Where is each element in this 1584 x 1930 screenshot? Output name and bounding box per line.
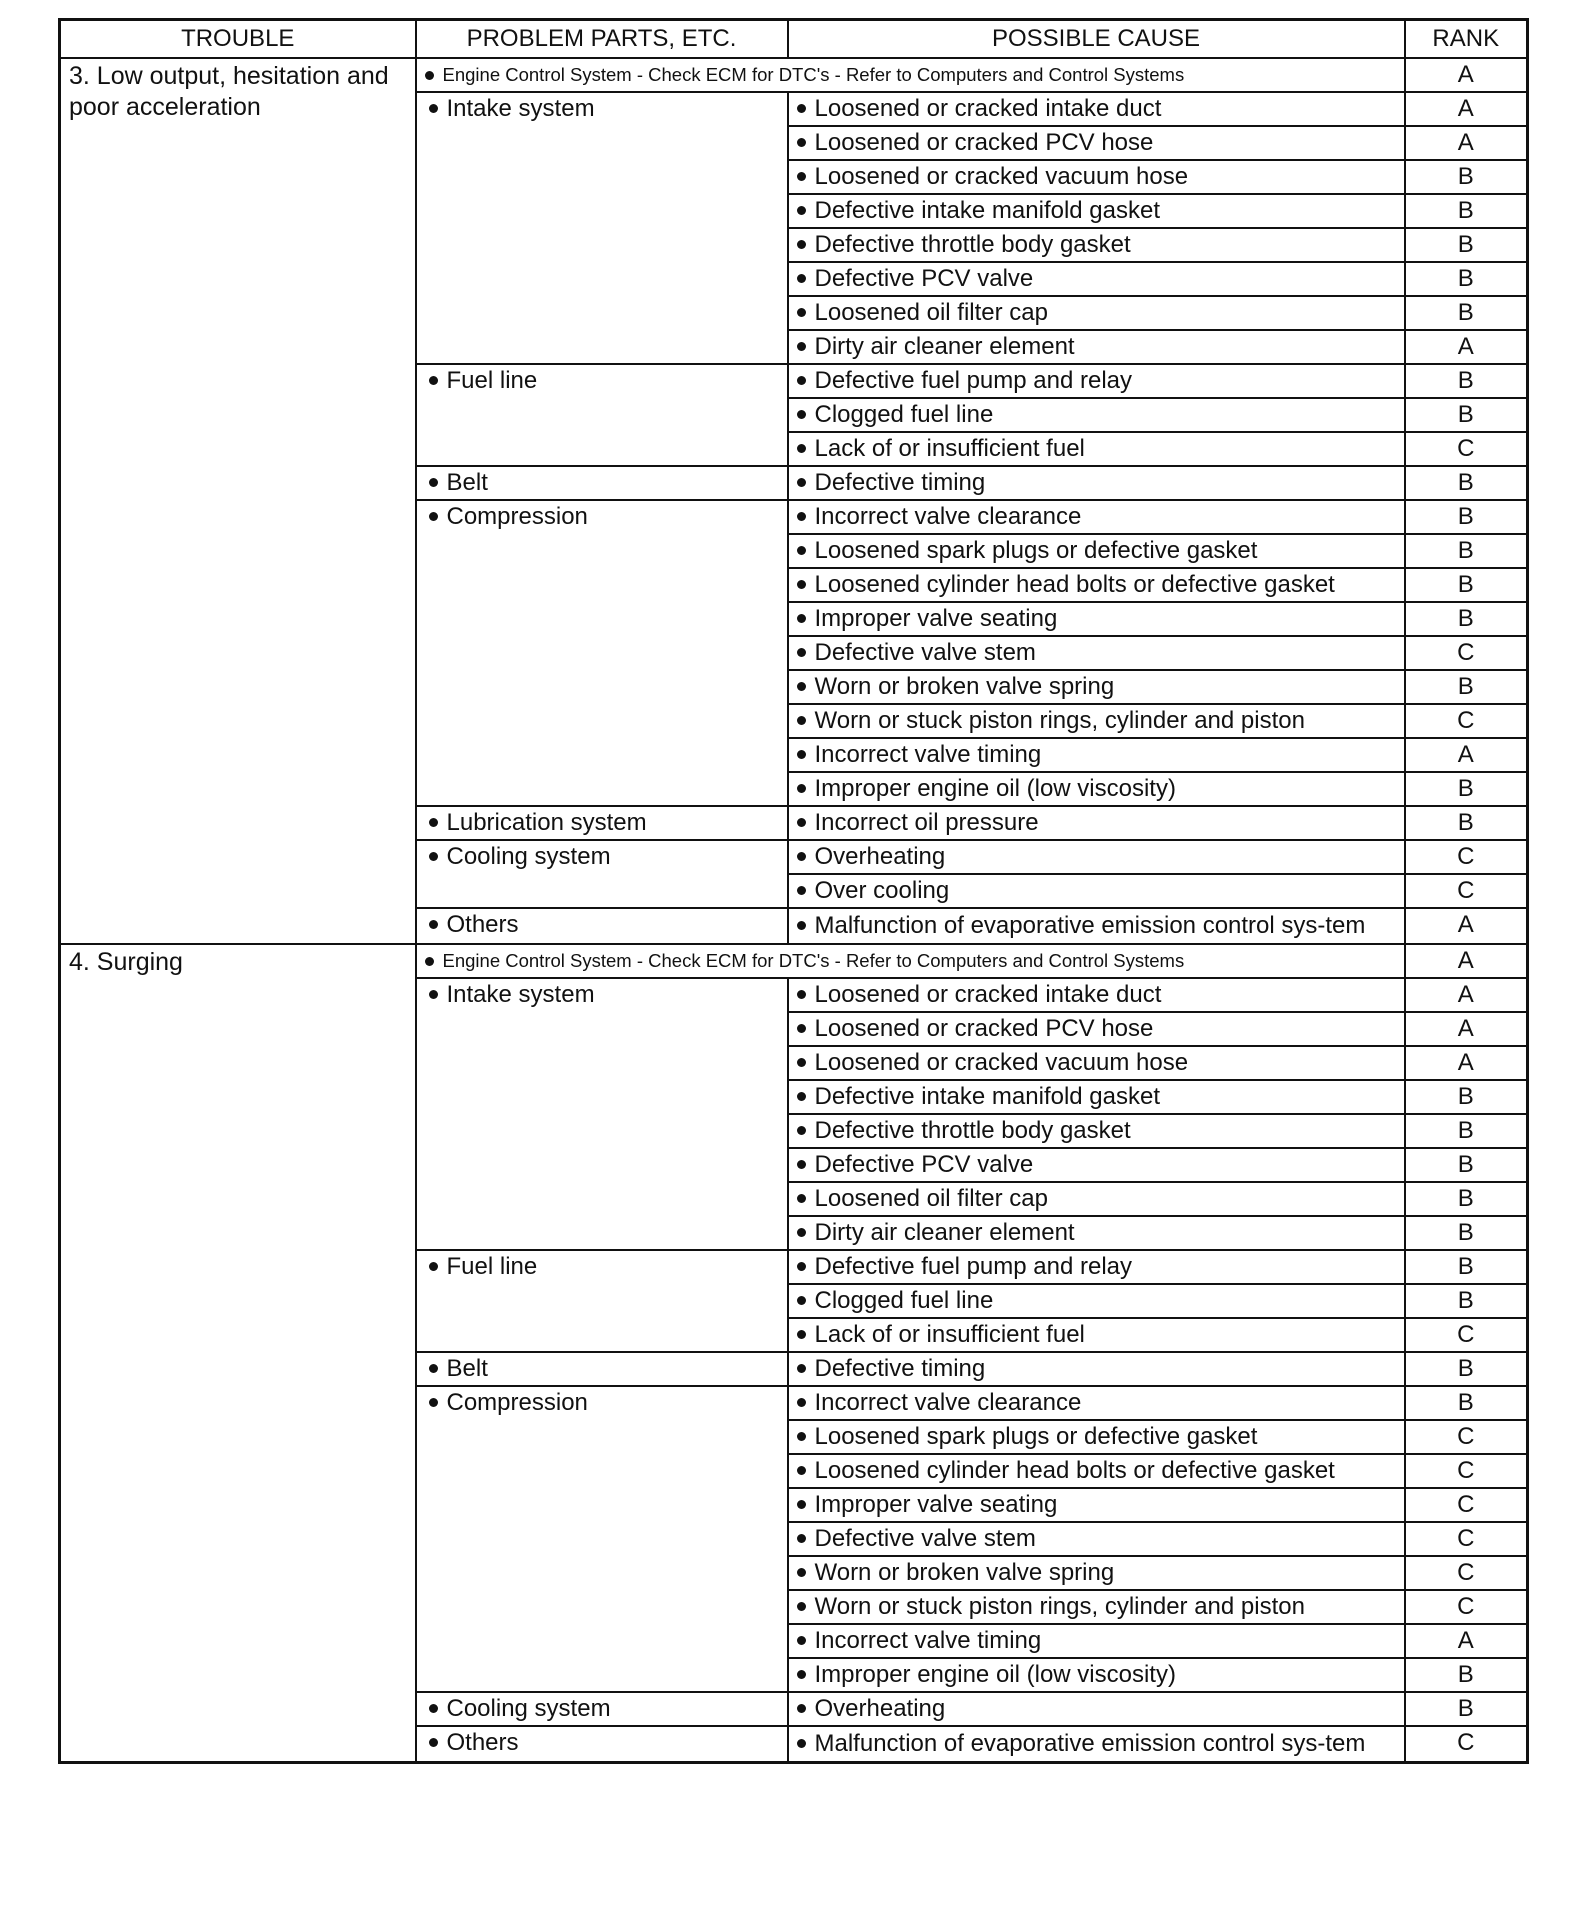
possible-cause-cell [788,398,1405,432]
possible-cause-cell [788,568,1405,602]
problem-part-label: Cooling system [446,843,611,870]
possible-cause-text: Lack of or insufficient fuel [814,1321,1085,1348]
header-rank: RANK [1405,20,1528,59]
possible-cause-text: Improper valve seating [814,1491,1058,1518]
possible-cause-text: Lack of or insufficient fuel [814,435,1085,462]
rank-cell: B [1405,1148,1528,1182]
bullet-icon [797,308,806,317]
problem-part-label: Others [446,911,519,938]
bullet-icon [797,206,806,215]
possible-cause-text: Incorrect valve timing [814,1627,1042,1654]
problem-part-cell [416,840,788,908]
problem-part-cell [416,806,788,840]
problem-part-cell [416,466,788,500]
possible-cause-cell [788,364,1405,398]
possible-cause-cell [788,738,1405,772]
bullet-icon [797,1126,806,1135]
bullet-icon [429,1262,438,1271]
bullet-icon [797,580,806,589]
table-header [60,20,1528,59]
possible-cause-text: Loosened oil filter cap [814,1185,1048,1212]
possible-cause-text: Loosened spark plugs or defective gasket [814,1423,1258,1450]
rank-cell: C [1405,1454,1528,1488]
problem-part-cell [416,1352,788,1386]
rank-cell: B [1405,1216,1528,1250]
ecm-check-cell [416,58,1405,92]
rank-cell: B [1405,194,1528,228]
bullet-icon [797,512,806,521]
possible-cause-text: Defective throttle body gasket [814,231,1131,258]
bullet-icon [797,342,806,351]
rank-cell: C [1405,840,1528,874]
rank-cell: B [1405,296,1528,330]
possible-cause-cell [788,978,1405,1012]
bullet-icon [797,1194,806,1203]
bullet-icon [425,71,434,80]
rank-cell: B [1405,1080,1528,1114]
bullet-icon [797,1296,806,1305]
possible-cause-text: Over cooling [814,877,950,904]
possible-cause-cell [788,466,1405,500]
possible-cause-cell [788,432,1405,466]
possible-cause-cell [788,1624,1405,1658]
problem-part-cell [416,1726,788,1763]
problem-part-label: Fuel line [446,367,538,394]
bullet-icon [429,818,438,827]
possible-cause-cell [788,1284,1405,1318]
bullet-icon [429,1398,438,1407]
possible-cause-text: Improper engine oil (low viscosity) [814,775,1176,802]
problem-part-cell [416,92,788,364]
possible-cause-cell [788,1250,1405,1284]
bullet-icon [797,1398,806,1407]
possible-cause-text: Defective valve stem [814,639,1036,666]
bullet-icon [797,410,806,419]
rank-cell: A [1405,944,1528,978]
bullet-icon [429,920,438,929]
bullet-icon [797,138,806,147]
bullet-icon [429,104,438,113]
possible-cause-cell [788,908,1405,944]
possible-cause-text: Loosened cylinder head bolts or defective gasket [814,1457,1335,1484]
rank-cell: B [1405,1386,1528,1420]
bullet-icon [797,784,806,793]
possible-cause-cell [788,840,1405,874]
rank-cell: A [1405,1046,1528,1080]
rank-cell: B [1405,262,1528,296]
rank-cell: C [1405,704,1528,738]
rank-cell: B [1405,670,1528,704]
possible-cause-text: Clogged fuel line [814,401,994,428]
problem-part-label: Belt [446,469,488,496]
possible-cause-cell [788,636,1405,670]
possible-cause-text: Defective intake manifold gasket [814,197,1161,224]
rank-cell: A [1405,126,1528,160]
bullet-icon [797,921,806,930]
rank-cell: B [1405,160,1528,194]
bullet-icon [429,1738,438,1747]
possible-cause-text: Loosened cylinder head bolts or defective gasket [814,571,1335,598]
bullet-icon [797,478,806,487]
bullet-icon [429,990,438,999]
possible-cause-cell [788,1012,1405,1046]
bullet-icon [797,1228,806,1237]
possible-cause-cell [788,1488,1405,1522]
rank-cell: B [1405,500,1528,534]
possible-cause-text: Loosened or cracked intake duct [814,95,1162,122]
bullet-icon [797,376,806,385]
possible-cause-cell [788,1726,1405,1763]
bullet-icon [429,852,438,861]
possible-cause-cell [788,262,1405,296]
rank-cell: C [1405,1556,1528,1590]
possible-cause-text: Loosened or cracked PCV hose [814,1015,1154,1042]
rank-cell: B [1405,534,1528,568]
bullet-icon [797,1670,806,1679]
header-row [60,20,1528,59]
possible-cause-cell [788,1658,1405,1692]
ecm-check-text: Engine Control System - Check ECM for DTC's - Refer to Computers and Control Systems [442,950,1185,971]
bullet-icon [429,1704,438,1713]
bullet-icon [797,716,806,725]
bullet-icon [429,376,438,385]
rank-cell: A [1405,330,1528,364]
possible-cause-cell [788,602,1405,636]
bullet-icon [797,1160,806,1169]
problem-part-label: Intake system [446,981,595,1008]
possible-cause-cell [788,1420,1405,1454]
rank-cell: A [1405,738,1528,772]
problem-part-label: Cooling system [446,1695,611,1722]
rank-cell: B [1405,1250,1528,1284]
problem-part-cell [416,1250,788,1352]
problem-part-cell [416,364,788,466]
rank-cell: A [1405,92,1528,126]
possible-cause-text: Overheating [814,1695,946,1722]
possible-cause-text: Incorrect oil pressure [814,809,1039,836]
possible-cause-cell [788,330,1405,364]
possible-cause-cell [788,1216,1405,1250]
bullet-icon [797,1058,806,1067]
rank-cell: B [1405,602,1528,636]
rank-cell: C [1405,1420,1528,1454]
possible-cause-cell [788,500,1405,534]
possible-cause-cell [788,92,1405,126]
bullet-icon [797,1636,806,1645]
bullet-icon [797,614,806,623]
problem-part-cell [416,978,788,1250]
rank-cell: B [1405,398,1528,432]
possible-cause-text: Improper valve seating [814,605,1058,632]
trouble-diagnosis-table [58,18,1529,1764]
rank-cell: B [1405,364,1528,398]
problem-part-label: Others [446,1729,519,1756]
possible-cause-text: Incorrect valve clearance [814,503,1082,530]
possible-cause-text: Malfunction of evaporative emission control sys-tem [814,1730,1366,1757]
problem-part-label: Compression [446,1389,588,1416]
bullet-icon [797,1534,806,1543]
possible-cause-cell [788,534,1405,568]
possible-cause-cell [788,126,1405,160]
bullet-icon [429,478,438,487]
problem-part-label: Belt [446,1355,488,1382]
rank-cell: B [1405,1692,1528,1726]
ecm-check-text: Engine Control System - Check ECM for DTC's - Refer to Computers and Control Systems [442,64,1185,85]
rank-cell: A [1405,58,1528,92]
possible-cause-cell [788,194,1405,228]
rank-cell: B [1405,772,1528,806]
possible-cause-cell [788,704,1405,738]
bullet-icon [797,852,806,861]
trouble-cell: 3. Low output, hesitation and poor acceleration [60,58,416,944]
possible-cause-text: Dirty air cleaner element [814,1219,1075,1246]
possible-cause-cell [788,1182,1405,1216]
possible-cause-cell [788,670,1405,704]
table-row [60,58,1528,92]
possible-cause-text: Worn or stuck piston rings, cylinder and piston [814,1593,1305,1620]
bullet-icon [797,104,806,113]
possible-cause-text: Worn or broken valve spring [814,673,1115,700]
bullet-icon [797,1092,806,1101]
ecm-check-cell [416,944,1405,978]
rank-cell: A [1405,1012,1528,1046]
possible-cause-text: Improper engine oil (low viscosity) [814,1661,1176,1688]
rank-cell: C [1405,874,1528,908]
rank-cell: B [1405,1114,1528,1148]
possible-cause-cell [788,1352,1405,1386]
possible-cause-text: Dirty air cleaner element [814,333,1075,360]
possible-cause-text: Incorrect valve timing [814,741,1042,768]
header-problem-parts: PROBLEM PARTS, ETC. [416,20,788,59]
possible-cause-text: Defective PCV valve [814,1151,1034,1178]
possible-cause-cell [788,1590,1405,1624]
bullet-icon [797,1739,806,1748]
possible-cause-cell [788,296,1405,330]
bullet-icon [797,750,806,759]
rank-cell: C [1405,1318,1528,1352]
bullet-icon [797,240,806,249]
header-possible-cause: POSSIBLE CAUSE [788,20,1405,59]
possible-cause-cell [788,160,1405,194]
possible-cause-text: Incorrect valve clearance [814,1389,1082,1416]
possible-cause-cell [788,1522,1405,1556]
possible-cause-text: Worn or stuck piston rings, cylinder and piston [814,707,1305,734]
rank-cell: B [1405,1352,1528,1386]
possible-cause-cell [788,772,1405,806]
rank-cell: B [1405,806,1528,840]
possible-cause-cell [788,1556,1405,1590]
header-trouble: TROUBLE [60,20,416,59]
rank-cell: A [1405,908,1528,944]
bullet-icon [797,648,806,657]
bullet-icon [797,1466,806,1475]
bullet-icon [797,1262,806,1271]
possible-cause-text: Defective intake manifold gasket [814,1083,1161,1110]
bullet-icon [797,1568,806,1577]
table-body [60,58,1528,1763]
possible-cause-cell [788,1148,1405,1182]
possible-cause-text: Loosened or cracked vacuum hose [814,163,1189,190]
possible-cause-cell [788,1318,1405,1352]
problem-part-cell [416,1692,788,1726]
rank-cell: A [1405,1624,1528,1658]
rank-cell: C [1405,1590,1528,1624]
bullet-icon [797,172,806,181]
rank-cell: A [1405,978,1528,1012]
problem-part-cell [416,500,788,806]
possible-cause-cell [788,806,1405,840]
possible-cause-text: Clogged fuel line [814,1287,994,1314]
bullet-icon [797,444,806,453]
possible-cause-text: Defective PCV valve [814,265,1034,292]
bullet-icon [797,1602,806,1611]
table-row [60,944,1528,978]
bullet-icon [797,1330,806,1339]
rank-cell: B [1405,1182,1528,1216]
bullet-icon [797,1500,806,1509]
rank-cell: B [1405,466,1528,500]
rank-cell: C [1405,1726,1528,1763]
bullet-icon [797,1024,806,1033]
bullet-icon [797,886,806,895]
bullet-icon [797,1432,806,1441]
bullet-icon [797,546,806,555]
rank-cell: B [1405,568,1528,602]
possible-cause-text: Malfunction of evaporative emission control sys-tem [814,912,1366,939]
problem-part-label: Lubrication system [446,809,647,836]
possible-cause-cell [788,874,1405,908]
possible-cause-text: Defective timing [814,469,986,496]
possible-cause-cell [788,1114,1405,1148]
rank-cell: C [1405,1522,1528,1556]
possible-cause-text: Loosened oil filter cap [814,299,1048,326]
possible-cause-text: Defective fuel pump and relay [814,367,1133,394]
possible-cause-cell [788,1692,1405,1726]
problem-part-label: Fuel line [446,1253,538,1280]
bullet-icon [797,682,806,691]
bullet-icon [797,990,806,999]
possible-cause-cell [788,1046,1405,1080]
bullet-icon [797,1364,806,1373]
bullet-icon [797,818,806,827]
problem-part-label: Intake system [446,95,595,122]
rank-cell: B [1405,1284,1528,1318]
bullet-icon [797,1704,806,1713]
possible-cause-cell [788,228,1405,262]
problem-part-cell [416,908,788,944]
possible-cause-text: Loosened or cracked vacuum hose [814,1049,1189,1076]
problem-part-label: Compression [446,503,588,530]
troubleshooting-sheet [58,18,1526,1764]
bullet-icon [429,1364,438,1373]
rank-cell: B [1405,228,1528,262]
trouble-cell: 4. Surging [60,944,416,1763]
possible-cause-cell [788,1080,1405,1114]
possible-cause-cell [788,1454,1405,1488]
possible-cause-text: Overheating [814,843,946,870]
rank-cell: B [1405,1658,1528,1692]
possible-cause-text: Defective fuel pump and relay [814,1253,1133,1280]
bullet-icon [797,274,806,283]
bullet-icon [425,957,434,966]
problem-part-cell [416,1386,788,1692]
possible-cause-text: Loosened or cracked intake duct [814,981,1162,1008]
possible-cause-text: Defective throttle body gasket [814,1117,1131,1144]
possible-cause-cell [788,1386,1405,1420]
possible-cause-text: Defective timing [814,1355,986,1382]
possible-cause-text: Defective valve stem [814,1525,1036,1552]
possible-cause-text: Loosened spark plugs or defective gasket [814,537,1258,564]
rank-cell: C [1405,432,1528,466]
possible-cause-text: Worn or broken valve spring [814,1559,1115,1586]
rank-cell: C [1405,1488,1528,1522]
possible-cause-text: Loosened or cracked PCV hose [814,129,1154,156]
rank-cell: C [1405,636,1528,670]
bullet-icon [429,512,438,521]
